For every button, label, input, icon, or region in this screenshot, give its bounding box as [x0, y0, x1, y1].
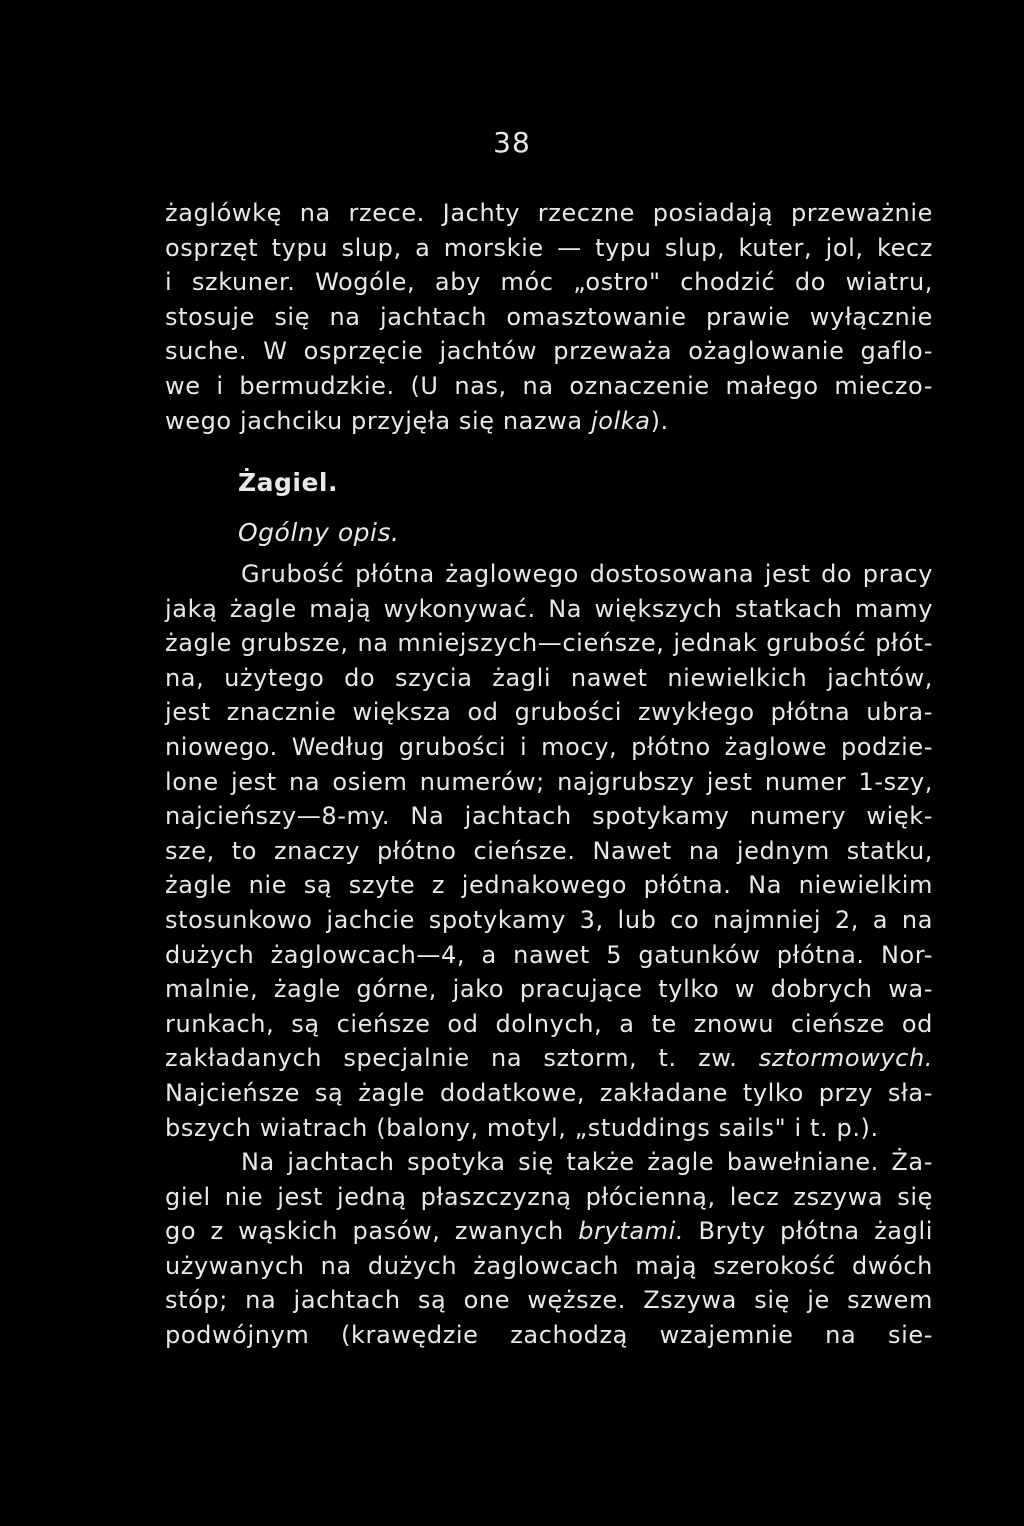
text-line	[165, 1041, 933, 1076]
text-line	[165, 404, 933, 439]
text-line: Najcieńsze są żagle dodatkowe, zakładane tylko przy sła-	[165, 1078, 933, 1107]
text-fragment: Bryty płótna żagli	[684, 1217, 933, 1246]
paragraph-rigging	[165, 196, 933, 438]
text-line: i szkuner. Wogóle, aby móc „ostro" chodzić do wiatru,	[165, 268, 933, 297]
text-line: runkach, są cieńsze od dolnych, a te znowu cieńsze od	[165, 1009, 933, 1038]
section-heading: Żagiel.	[238, 468, 338, 497]
text-line: żagle grubsze, na mniejszych—cieńsze, jednak grubość płót-	[165, 629, 933, 658]
text-fragment: ).	[650, 406, 669, 435]
text-line: podwójnym (krawędzie zachodzą wzajemnie na sie-	[165, 1321, 933, 1350]
text-line: jaką żagle mają wykonywać. Na większych statkach mamy	[165, 594, 933, 623]
text-line: stosunkowo jachcie spotykamy 3, lub co najmniej 2, a na	[165, 905, 933, 934]
italic-term: brytami.	[578, 1217, 685, 1246]
text-fragment: zakładanych specjalnie na sztorm, t. zw.	[165, 1044, 759, 1073]
subsection-heading: Ogólny opis.	[238, 518, 400, 547]
text-line: używanych na dużych żaglowcach mają szerokość dwóch	[165, 1251, 933, 1280]
text-line: stóp; na jachtach są one węższe. Zszywa się je szwem	[165, 1286, 933, 1315]
text-line: niowego. Według grubości i mocy, płótno żaglowe podzie-	[165, 732, 933, 761]
text-line: we i bermudzkie. (U nas, na oznaczenie małego mieczo-	[165, 371, 933, 400]
text-line: sze, to znaczy płótno cieńsze. Nawet na jednym statku,	[165, 836, 933, 865]
text-line: żaglówkę na rzece. Jachty rzeczne posiadają przeważnie	[165, 199, 933, 227]
text-line: osprzęt typu slup, a morskie — typu slup, kuter, jol, kecz	[165, 233, 933, 262]
text-fragment: wego jachciku przyjęła się nazwa	[165, 406, 591, 435]
text-line: Na jachtach spotyka się także żagle bawełniane. Ża-	[241, 1148, 933, 1177]
text-line: stosuje się na jachtach omasztowanie prawie wyłącznie	[165, 302, 933, 331]
text-fragment: go z wąskich pasów, zwanych	[165, 1217, 579, 1246]
text-line: żagle nie są szyte z jednakowego płótna. Na niewielkim	[165, 871, 933, 900]
text-line	[165, 1214, 933, 1249]
text-line: giel nie jest jedną płaszczyzną płócienną, lecz zszywa się	[165, 1182, 933, 1211]
text-line: jest znacznie większa od grubości zwykłego płótna ubra-	[165, 698, 933, 727]
text-line: bszych wiatrach (balony, motyl, „studdings sails" i t. p.).	[165, 1113, 879, 1142]
text-line: lone jest na osiem numerów; najgrubszy jest numer 1-szy,	[165, 767, 933, 796]
text-line: najcieńszy—8-my. Na jachtach spotykamy numery więk-	[165, 802, 933, 831]
italic-term: jolka	[590, 406, 651, 435]
italic-term: sztormowych.	[758, 1044, 933, 1073]
text-line: dużych żaglowcach—4, a nawet 5 gatunków płótna. Nor-	[165, 940, 933, 969]
text-line: na, użytego do szycia żagli nawet niewielkich jachtów,	[165, 663, 933, 692]
paragraph-sailcloth	[165, 557, 933, 1353]
page-number: 38	[493, 126, 531, 159]
text-line: Grubość płótna żaglowego dostosowana jest do pracy	[241, 560, 933, 588]
text-line: suche. W osprzęcie jachtów przeważa ożaglowanie gaflo-	[165, 337, 933, 366]
text-line: malnie, żagle górne, jako pracujące tylko w dobrych wa-	[165, 975, 933, 1004]
